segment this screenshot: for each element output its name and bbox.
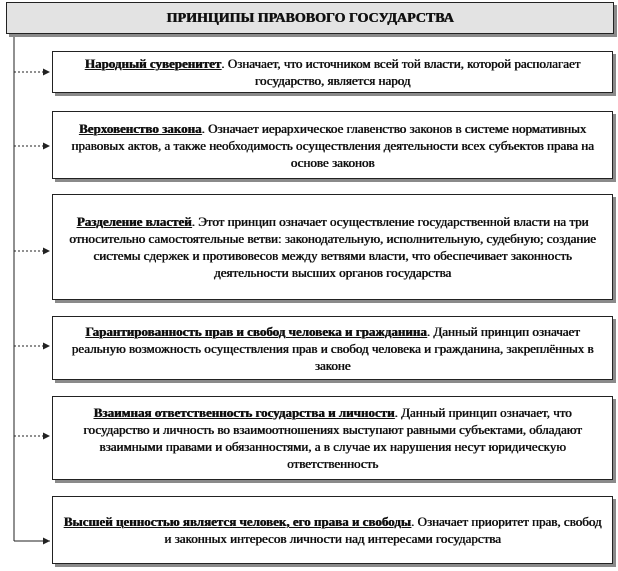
principle-term-4: Гарантированность прав и свобод человека и гражданина [85,323,427,339]
principle-term-6: Высшей ценностью является человек, его права и свободы [63,514,411,529]
principle-text-2: . Означает иерархическое главенство законов в системе нормативных правовых актов, а также необходимость осуществления деятельности всех субъектов права на основе законов [71,120,594,170]
principle-term-2: Верховенство закона [78,120,202,136]
principle-text-6: . Означает приоритет прав, свобод и законных интересов личности над интересами государства [164,514,602,546]
diagram-title [6,2,614,34]
principle-term-3: Разделение властей [76,214,192,229]
principle-text-1: . Означает, что источником всей той власти, которой располагает государство, является народ [221,56,581,88]
principle-box-6 [52,496,613,564]
diagram-title-text: ПРИНЦИПЫ ПРАВОВОГО ГОСУДАРСТВА [166,10,454,26]
principle-text-4: . Данный принцип означает реальную возможность осуществления прав и свобод человека и гражданина, закреплённых в законе [71,323,594,373]
principle-box-3 [52,194,613,300]
principle-box-5 [52,396,613,480]
principle-box-2 [52,111,613,179]
principle-term-1: Народный суверенитет [84,56,222,71]
principle-text-3: . Этот принцип означает осуществление государственной власти на три относительно самостоятельные ветви: законодательную, исполнительную, судебную; создание системы сдержек и противовесов между ветвями власти, что обеспечивает законность деятельности высших органов государства [69,214,596,280]
principle-text-5: . Данный принцип означает, что государство и личность во взаимоотношениях выступают равными субъектами, обладают взаимными правами и обязанностями, а в случае их нарушения несут юридическую ответственность [83,405,582,471]
principle-term-5: Взаимная ответственность государства и личности [93,405,395,420]
principle-box-4 [52,316,613,380]
principle-box-1 [52,51,613,93]
